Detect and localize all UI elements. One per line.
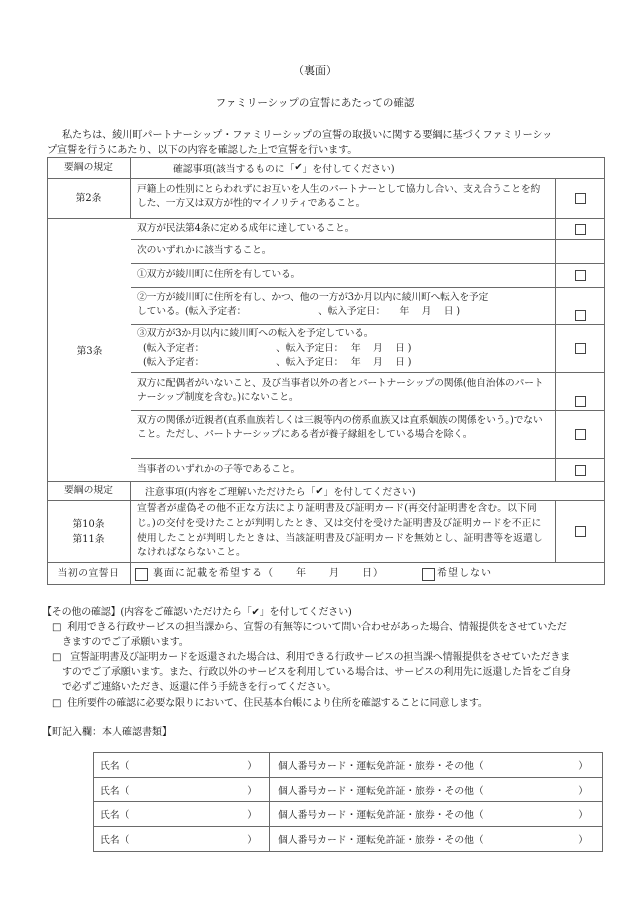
checkbox[interactable] xyxy=(575,193,586,204)
side-label: （裏面） xyxy=(293,64,337,77)
checkmark-icon: ✔ xyxy=(315,485,324,497)
intro-text-line2: プ宣誓を行うにあたり、以下の内容を確認した上で宣誓を行います。 xyxy=(47,145,358,156)
id-row xyxy=(94,753,602,777)
checkmark-icon: ✔ xyxy=(294,162,303,173)
no-wish-checkbox[interactable] xyxy=(422,568,435,581)
table-row-article10-11 xyxy=(47,500,605,562)
checkbox-cell[interactable] xyxy=(555,501,605,562)
other-confirm-item-3[interactable]: □ 住所要件の確認に必要な限りにおいて、住民基本台帳により住所を確認することに同意します。 xyxy=(52,698,488,709)
checkbox-cell[interactable] xyxy=(555,325,605,372)
id-row xyxy=(94,826,602,851)
article3-label: 第3条 xyxy=(48,219,131,481)
row-text: 双方に配偶者がいないこと、及び当事者以外の者とパートナーシップの関係(他自治体のパートナーシップ制度を含む。)にないこと。 xyxy=(137,378,544,403)
page-title: ファミリーシップの宣誓にあたっての確認 xyxy=(215,97,415,109)
name-field[interactable]: 氏名（ ） xyxy=(94,778,270,802)
id-doc-field[interactable]: 個人番号カード・運転免許証・旅券・その他（ ） xyxy=(278,785,588,797)
id-row xyxy=(94,801,602,826)
name-field[interactable]: 氏名（ ） xyxy=(94,802,270,826)
initial-oath-label: 当初の宣誓日 xyxy=(47,563,131,585)
other-confirm-heading: 【その他の確認】(内容をご確認いただけたら「✔」を付してください) xyxy=(42,607,352,618)
row-text: 次のいずれかに該当すること。 xyxy=(137,245,272,256)
town-section-heading: 【町記入欄：本人確認書類】 xyxy=(42,727,172,738)
checkbox-cell[interactable] xyxy=(555,264,605,287)
checkbox[interactable] xyxy=(575,310,586,321)
row-text: 戸籍上の性別にとらわれずにお互いを人生のパートナーとして協力し合い、支え合うことを約した、一方又は双方が性的マイノリティであること。 xyxy=(137,184,541,209)
wish-checkbox[interactable] xyxy=(135,568,148,581)
checkbox-cell[interactable] xyxy=(555,411,605,458)
checkbox[interactable] xyxy=(575,224,586,235)
checkbox[interactable] xyxy=(575,343,586,354)
article-label: 第10条 第11条 xyxy=(47,501,131,562)
notice-header-row xyxy=(47,481,605,500)
row-text: 宣誓者が虚偽その他不正な方法により証明書及び証明カード(再交付証明書を含む。以下同じ。)の交付を受けたことが判明したとき、又は交付を受けた証明書及び証明カードを不正に使用したことが判明したときは、当該証明書及び証明カードを無効とし、証明書等を返還しなければならないこと。 xyxy=(137,503,543,559)
id-doc-field[interactable]: 個人番号カード・運転免許証・旅券・その他（ ） xyxy=(278,760,588,772)
confirm-col-header: 確認事項(該当するものに「 ✔ 」を付してください) xyxy=(173,162,395,175)
name-field[interactable]: 氏名（ ） xyxy=(94,827,270,851)
article-col-header: 要綱の規定 xyxy=(47,482,131,500)
name-field[interactable]: 氏名（ ） xyxy=(94,753,270,777)
checkbox[interactable]: □ xyxy=(52,622,62,633)
checkbox[interactable]: □ xyxy=(52,698,62,709)
other-confirm-item-2-cont2: で必ずご連絡いただき、返還に伴う手続きを行ってください。 xyxy=(62,682,336,693)
empty-check-cell xyxy=(555,240,605,263)
notice-col-header: 注意事項(内容をご理解いただけたら「 ✔ 」を付してください) xyxy=(145,485,416,498)
checkbox[interactable] xyxy=(575,270,586,281)
id-row xyxy=(94,777,602,802)
row-text: ①双方が綾川町に住所を有している。 xyxy=(137,269,301,280)
row-text: ②一方が綾川町に住所を有し、かつ、他の一方が3か月以内に綾川町へ転入を予定 している。(転入予定者： 、転入予定日： 年 月 日 ) xyxy=(137,292,489,317)
other-confirm-item-1[interactable]: □ 利用できる行政サービスの担当課から、宣誓の有無等について問い合わせがあった場合、情報提供をさせていただ xyxy=(52,622,567,633)
id-doc-field[interactable]: 個人番号カード・運転免許証・旅券・その他（ ） xyxy=(278,810,588,822)
wish-option-label: 裏面に記載を希望する（ 年 月 日） xyxy=(153,568,384,579)
article-col-header: 要綱の規定 xyxy=(47,157,131,178)
checkbox-cell[interactable] xyxy=(555,219,605,239)
intro-text-line1: 私たちは、綾川町パートナーシップ・ファミリーシップの宣誓の取扱いに関する要綱に基づくファミリーシッ xyxy=(62,130,553,141)
row-text: ③双方が3か月以内に綾川町への転入を予定している。 (転入予定者： 、転入予定日： 年 月 日 ) (転入予定者： 、転入予定日： 年 月 日 ) xyxy=(137,328,412,368)
checkbox[interactable] xyxy=(575,526,586,537)
checkbox[interactable] xyxy=(575,396,586,407)
no-wish-option-label: 希望しない xyxy=(437,568,492,579)
checkbox-cell[interactable] xyxy=(555,459,605,481)
checkbox-cell[interactable] xyxy=(555,179,605,218)
row-text: 当事者のいずれかの子等であること。 xyxy=(137,464,301,475)
checkbox[interactable] xyxy=(575,465,586,476)
article-label: 第2条 xyxy=(47,179,131,218)
other-confirm-item-2[interactable]: □ 宣誓証明書及び証明カードを返還された場合は、利用できる行政サービスの担当課へ情報提供をさせていただきま xyxy=(52,652,570,663)
checkbox-cell[interactable] xyxy=(555,373,605,410)
checkbox-cell[interactable] xyxy=(555,288,605,324)
initial-oath-row xyxy=(47,562,605,585)
id-document-table xyxy=(93,752,603,852)
other-confirm-item-1-cont: きますのでご了承願います。 xyxy=(62,637,189,648)
checkbox[interactable] xyxy=(575,429,586,440)
id-doc-field[interactable]: 個人番号カード・運転免許証・旅券・その他（ ） xyxy=(278,834,588,846)
confirm-header-row xyxy=(47,157,605,178)
row-text: 双方が民法第4条に定める成年に達していること。 xyxy=(137,223,355,234)
table-row-article2 xyxy=(47,178,605,218)
other-confirm-item-2-cont: すのでご了承願います。また、行政以外のサービスを利用している場合は、サービスの利用先に返還した旨をご自身 xyxy=(62,667,571,678)
row-text: 双方の関係が近親者(直系血族若しくは三親等内の傍系血族又は直系姻族の関係をいう。)でないこと。ただし、パートナーシップにある者が養子縁組をしている場合を除く。 xyxy=(137,415,543,440)
checkbox[interactable]: □ xyxy=(52,652,62,663)
